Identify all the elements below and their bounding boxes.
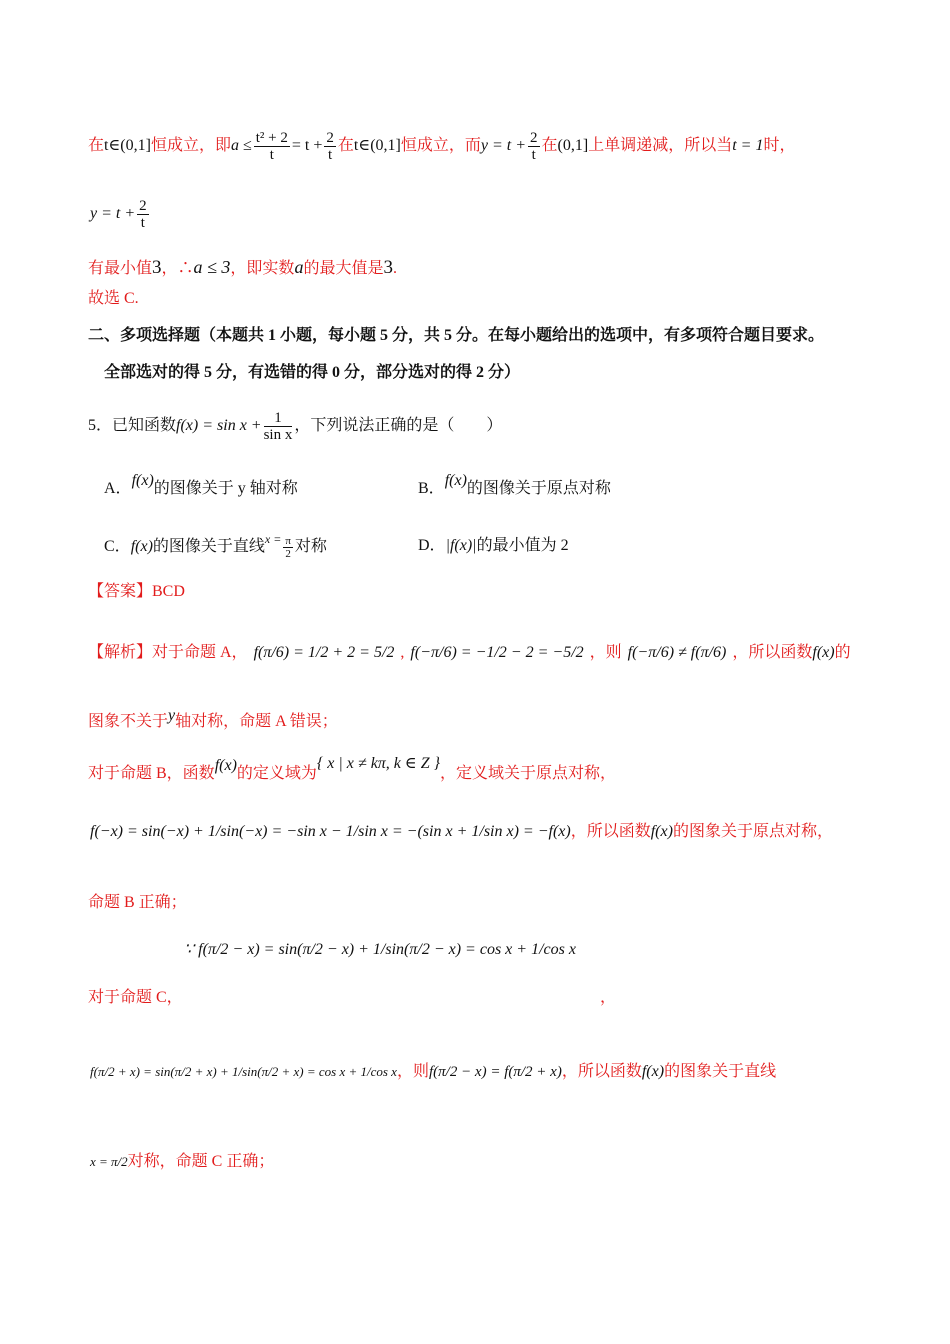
option-label: D． [418, 537, 446, 554]
math-expr: y = t + [480, 137, 527, 155]
math-expr: f(π/2 + x) = sin(π/2 + x) + 1/sin(π/2 + x) = cos x + 1/cos x [90, 1064, 397, 1079]
explanation-b-line-2 [90, 822, 833, 842]
section-title-line-1: 二、多项选择题（本题共 1 小题，每小题 5 分，共 5 分。在每小题给出的选项中，有多项符合题目要求。 [88, 327, 825, 344]
solution-choice: 故选 C. [88, 290, 139, 307]
math-expr: = t + [291, 137, 323, 155]
option-b [418, 472, 611, 498]
text: ，则 [396, 1063, 429, 1080]
question-stem: 5．已知函数 [88, 417, 177, 435]
math-expr: f(−x) = sin(−x) + 1/sin(−x) = −sin x − 1/sin x = −(sin x + 1/sin x) = −f(x) [90, 823, 571, 840]
text: 轴对称，命题 A 错误； [175, 713, 338, 730]
explanation-a-line-1: 【解析】对于命题 A， f(π/6) = 1/2 + 2 = 5/2 , f(−π/6) = −1/2 − 2 = −5/2 ，则 f(−π/6) ≠ f(π/6) ，所以函数f(x)的 [88, 644, 851, 661]
math-expr: x = π/2 [90, 1154, 128, 1169]
explanation-b-line-3: 命题 B 正确； [88, 894, 187, 911]
math-expr: t = 1 [732, 137, 764, 155]
text: 的定义域为 [236, 765, 317, 782]
option-text: 的图像关于 y 轴对称 [153, 480, 298, 497]
text: . [392, 260, 397, 277]
option-text: 的图像关于直线 [152, 538, 265, 555]
explanation-b-line-1 [88, 754, 616, 784]
text: ，所以函数 [732, 644, 813, 661]
math-expr: f(x) [130, 538, 153, 555]
explanation-c-line-2 [90, 1062, 776, 1082]
math-number: 3 [152, 257, 162, 278]
math-expr: ∵ f(π/2 − x) = sin(π/2 − x) + 1/sin(π/2 − x) = cos x + 1/cos x [184, 941, 576, 958]
text: 恒成立，而 [400, 137, 481, 155]
text: 的图象关于原点对称， [672, 823, 833, 840]
math-expr: f(π/2 − x) = f(π/2 + x) [428, 1064, 562, 1080]
option-c [104, 532, 327, 560]
text: ，所以函数 [561, 1063, 642, 1080]
text: 在 [88, 137, 105, 155]
math-number: 3 [383, 257, 393, 278]
explanation-a-line-2 [88, 706, 338, 732]
option-text: 对称 [294, 538, 327, 555]
answer-line: 【答案】BCD [88, 583, 185, 600]
option-label: B． [418, 480, 445, 497]
solution-line-2 [90, 198, 151, 231]
text: 对称，命题 C 正确； [127, 1153, 275, 1170]
explanation-c-display [184, 940, 576, 960]
math-fraction: $\frac{\pi}{2}$ [285, 534, 291, 560]
math-expr: f(x) = sin x + [176, 417, 262, 435]
option-d [418, 532, 569, 555]
explanation-c-line-3 [90, 1152, 274, 1172]
math-expr: f(x) [641, 1063, 665, 1080]
math-expr: f(x) [131, 472, 154, 489]
math-fraction: $\frac{1}{\text{sin x}}$ [263, 410, 293, 443]
text: 对于命题 C， [88, 989, 183, 1006]
math-expr: f(−π/6) ≠ f(π/6) [627, 644, 727, 661]
text: 恒成立，即 [150, 137, 231, 155]
explanation-c-line-1 [88, 988, 183, 1008]
text: ，所以函数 [570, 823, 651, 840]
math-expr: f(π/6) = 1/2 + 2 = 5/2 [253, 644, 395, 661]
math-fraction: $\frac{2}{t}$ [530, 130, 538, 163]
text: 的图象关于直线 [664, 1063, 777, 1080]
math-expr: x = [264, 532, 282, 546]
solution-line-3 [88, 257, 397, 279]
explanation-c-comma: ， [600, 989, 617, 1006]
text: 有最小值 [88, 260, 153, 277]
math-fraction: $\frac{2}{t}$ [139, 198, 147, 231]
text: ，∴ [161, 260, 194, 277]
math-fraction: $\frac{\text{t² + 2}}{t}$ [255, 130, 288, 163]
math-interval: t∈(0,1] [353, 137, 401, 155]
math-fraction: $\frac{2}{t}$ [326, 130, 334, 163]
text: 的最大值是 [303, 260, 384, 277]
math-expr: f(x) [214, 757, 237, 774]
text: 的 [834, 644, 851, 661]
math-expr: f(−π/6) = −1/2 − 2 = −5/2 [410, 644, 584, 661]
math-expr: a ≤ 3 [193, 257, 231, 277]
math-interval: (0,1] [557, 137, 589, 155]
solution-line-1 [88, 130, 795, 163]
math-expr: f(x) [444, 472, 467, 489]
option-text: 的图像关于原点对称 [466, 480, 611, 497]
text: 在 [337, 137, 354, 155]
text: ，则 [589, 644, 622, 661]
text: 上单调递减，所以当 [588, 137, 733, 155]
question-5 [88, 410, 502, 443]
text: 图象不关于 [88, 713, 169, 730]
question-stem: ，下列说法正确的是（ ） [294, 417, 503, 435]
text: ，定义域关于原点对称， [440, 765, 617, 782]
option-label: C． [104, 538, 131, 555]
math-var: y [168, 707, 176, 724]
text: 对于命题 B，函数 [88, 765, 215, 782]
section-title-line-2: 全部选对的得 5 分，有选错的得 0 分，部分选对的得 2 分） [104, 364, 521, 381]
option-text: 的最小值为 2 [476, 537, 569, 554]
option-label: A． [104, 480, 132, 497]
option-a [104, 472, 298, 498]
math-set: { x | x ≠ kπ, k ∈ Z } [316, 755, 441, 772]
math-expr: f(x) [650, 823, 673, 840]
text: 时， [763, 137, 796, 155]
text: 在 [541, 137, 558, 155]
explanation-label: 【解析】对于命题 A， [88, 644, 248, 661]
math-var: a ≤ [230, 137, 252, 155]
text: ，即实数 [230, 260, 295, 277]
math-expr: f(x) [812, 644, 835, 661]
math-expr: y = t + [90, 205, 136, 223]
math-expr: |f(x)| [445, 537, 477, 554]
math-var: a [294, 257, 304, 277]
math-interval: t∈(0,1] [104, 137, 151, 155]
